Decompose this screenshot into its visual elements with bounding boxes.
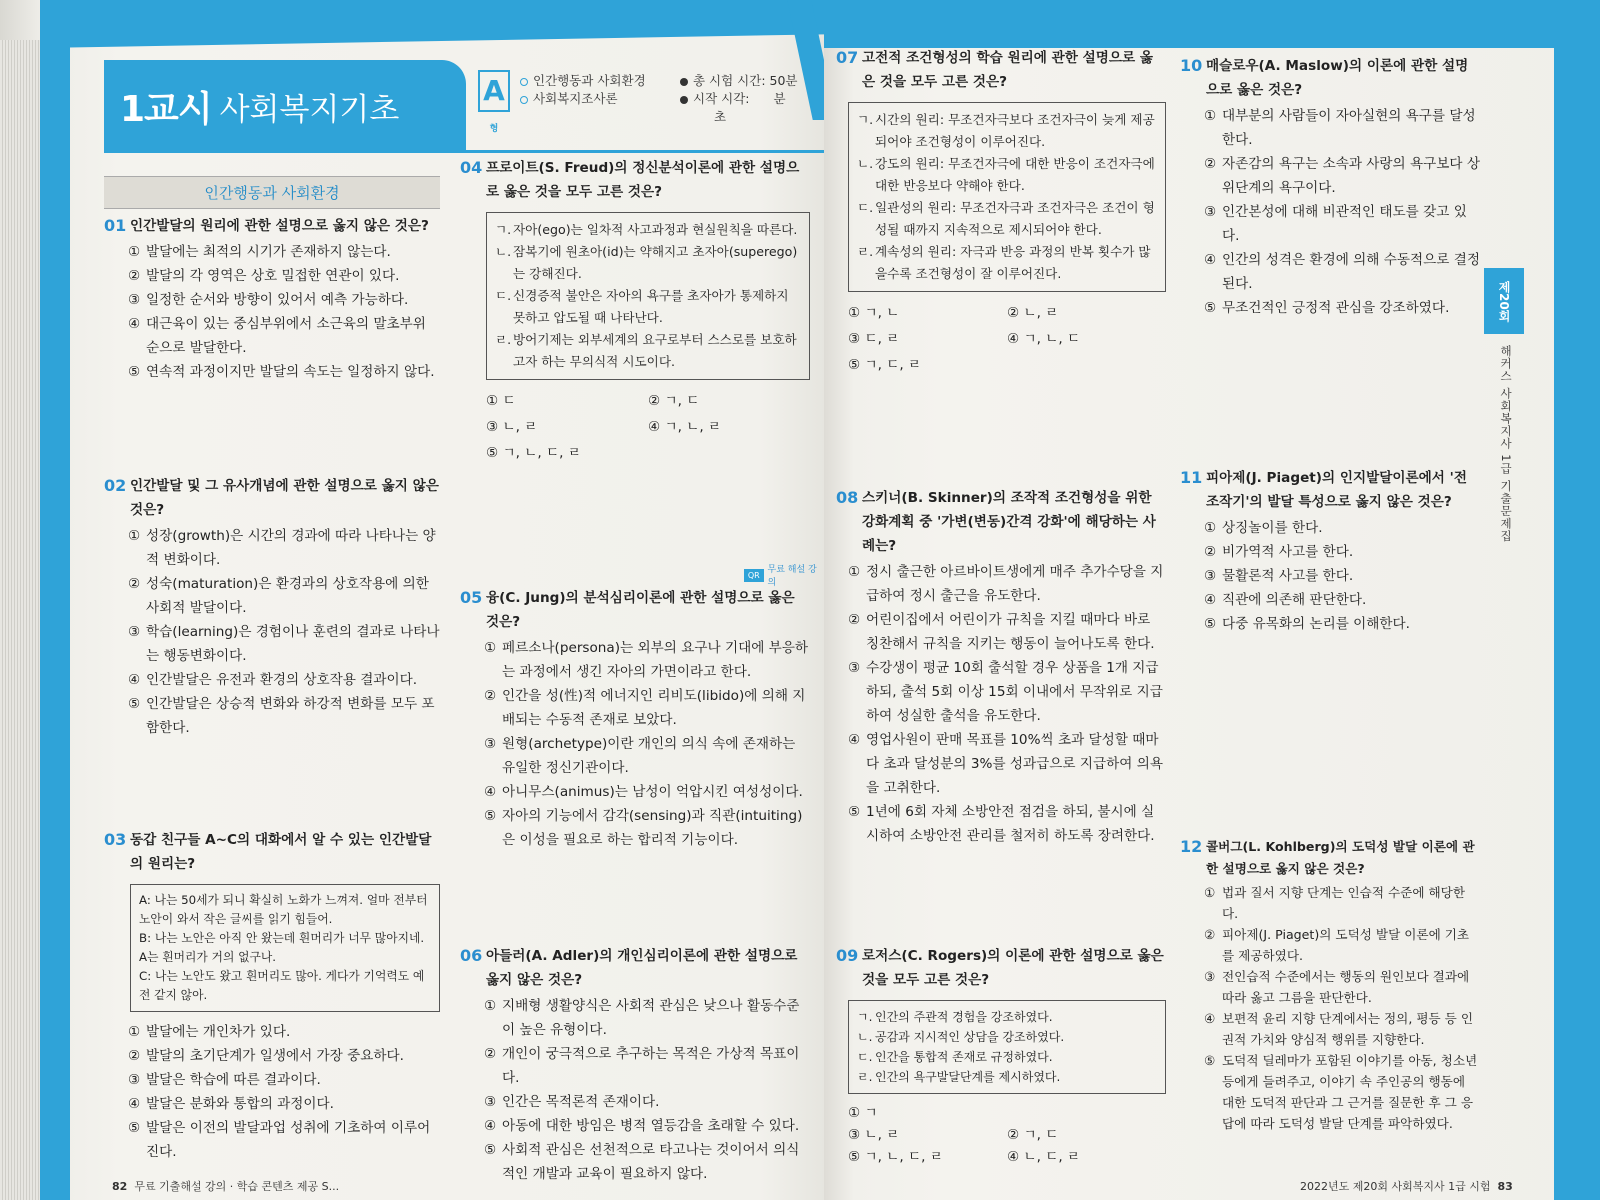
- question-number: 07: [836, 48, 859, 67]
- option-item: ③ 일정한 순서와 방향이 있어서 예측 가능하다.: [128, 292, 409, 308]
- choice-item: ⑤ ㄱ, ㄴ, ㄷ, ㄹ: [848, 1149, 943, 1165]
- choice-item: ② ㄴ, ㄹ: [1007, 305, 1059, 321]
- choice-item: ① ㄱ: [848, 1105, 878, 1121]
- bullet-icon: [680, 96, 688, 104]
- choice-grid: [848, 300, 1166, 378]
- statement-item: ㄴ. 강도의 원리: 무조건자극에 대한 반응이 조건자극에 대한 반응보다 약해야 한다.: [857, 156, 1155, 193]
- question-number: 05: [460, 588, 483, 607]
- option-item: ⑤ 인간발달은 상승적 변화와 하강적 변화를 모두 포함한다.: [128, 696, 435, 736]
- option-item: ① 성장(growth)은 시간의 경과에 따라 나타나는 양적 변화이다.: [128, 528, 436, 568]
- title-subject: 사회복지기초: [219, 91, 400, 128]
- left-cyan-band: [40, 40, 70, 1200]
- exam-type-suffix: 형: [489, 124, 499, 134]
- section-header: 인간행동과 사회환경: [104, 176, 440, 209]
- question-03: [104, 828, 440, 1164]
- option-item: ③ 전인습적 수준에서는 행동의 원인보다 결과에 따라 옳고 그름을 판단한다.: [1204, 969, 1470, 1005]
- statement-box: [848, 1000, 1166, 1094]
- statement-item: ㄱ. 인간의 주관적 경험을 강조하였다.: [857, 1010, 1053, 1024]
- page-title: [104, 60, 466, 152]
- question-text: 피아제(J. Piaget)의 인지발달이론에서 '전조작기'의 발달 특성으로 옳지 않은 것은?: [1206, 470, 1467, 510]
- question-number: 11: [1180, 468, 1203, 487]
- question-text: 매슬로우(A. Maslow)의 이론에 관한 설명으로 옳은 것은?: [1206, 58, 1469, 98]
- statement-item: ㄷ. 일관성의 원리: 무조건자극과 조건자극은 조건이 형성될 때까지 지속적으로 제시되어야 한다.: [857, 200, 1155, 237]
- question-05: [460, 586, 810, 852]
- round-tab: 제20회: [1484, 268, 1524, 334]
- option-item: ② 발달의 각 영역은 상호 밀접한 연관이 있다.: [128, 268, 400, 284]
- option-item: ② 발달의 초기단계가 일생에서 가장 중요하다.: [128, 1048, 404, 1064]
- question-number: 12: [1180, 837, 1203, 856]
- question-number: 08: [836, 488, 859, 507]
- option-item: ④ 직관에 의존해 판단한다.: [1204, 592, 1367, 608]
- statement-item: ㄱ. 자아(ego)는 일차적 사고과정과 현실원칙을 따른다.: [495, 222, 798, 237]
- choice-item: ⑤ ㄱ, ㄷ, ㄹ: [848, 357, 922, 373]
- question-04: [460, 156, 810, 466]
- option-list: [848, 560, 1166, 848]
- choice-grid: [848, 1102, 1166, 1168]
- question-11: [1180, 466, 1480, 636]
- question-text: 콜버그(L. Kohlberg)의 도덕성 발달 이론에 관한 설명으로 옳지 않은 것은?: [1206, 839, 1475, 876]
- choice-item: ③ ㄷ, ㄹ: [848, 331, 900, 347]
- statement-item: ㄱ. 시간의 원리: 무조건자극보다 조건자극이 늦게 제공되어야 조건형성이 이루어진다.: [857, 112, 1155, 149]
- question-09: [836, 944, 1166, 1168]
- option-item: ① 페르소나(persona)는 외부의 요구나 기대에 부응하는 과정에서 생긴 자아의 가면이라고 한다.: [484, 640, 809, 680]
- option-item: ② 성숙(maturation)은 환경과의 상호작용에 의한 사회적 발달이다.: [128, 576, 429, 616]
- question-text: 로저스(C. Rogers)의 이론에 관한 설명으로 옳은 것을 모두 고른 것은?: [862, 948, 1164, 988]
- choice-item: ① ㄷ: [486, 393, 516, 409]
- time-info: [680, 72, 824, 126]
- choice-item: ④ ㄱ, ㄴ, ㄹ: [648, 419, 722, 435]
- option-item: ② 자존감의 욕구는 소속과 사랑의 욕구보다 상위단계의 욕구이다.: [1204, 156, 1480, 196]
- option-list: [484, 994, 810, 1186]
- option-item: ③ 원형(archetype)이란 개인의 의식 속에 존재하는 유일한 정신기관이다.: [484, 736, 796, 776]
- choice-item: ⑤ ㄱ, ㄴ, ㄷ, ㄹ: [486, 445, 581, 461]
- option-list: [1204, 104, 1480, 320]
- qr-icon: QR: [744, 569, 764, 582]
- free-lecture-badge: QR 무료 해설 강의: [744, 562, 824, 588]
- option-item: ③ 수강생이 평균 10회 출석할 경우 상품을 1개 지급하되, 출석 5회 이상 15회 이내에서 무작위로 지급하여 성실한 출석을 유도한다.: [848, 660, 1163, 724]
- dialogue-line: A: 나는 50세가 되니 확실히 노화가 느껴져. 얼마 전부터 노안이 와서 작은 글씨를 읽기 힘들어.: [139, 893, 428, 926]
- option-item: ① 상징놀이를 한다.: [1204, 520, 1323, 536]
- option-item: ⑤ 도덕적 딜레마가 포함된 이야기를 아동, 청소년 등에게 들려주고, 이야기 속 주인공의 행동에 대한 도덕적 판단과 그 근거를 질문한 후 그 응답에 따라 도덕성 발달 단계를 파악하였다.: [1204, 1053, 1478, 1131]
- option-item: ① 법과 질서 지향 단계는 인습적 수준에 해당한다.: [1204, 885, 1465, 921]
- book-title-vertical: 해커스 사회복지사 1급 기출문제집: [1499, 345, 1513, 543]
- option-item: ⑤ 자아의 기능에서 감각(sensing)과 직관(intuiting)은 이성을 필요로 하는 합리적 기능이다.: [484, 808, 803, 848]
- question-number: 02: [104, 476, 127, 495]
- left-footer: 82 무료 기출해설 강의 · 학습 콘텐츠 제공 S...: [112, 1180, 340, 1193]
- option-item: ⑤ 발달은 이전의 발달과업 성취에 기초하여 이루어진다.: [128, 1120, 431, 1160]
- statement-item: ㄹ. 계속성의 원리: 자극과 반응 과정의 반복 횟수가 많을수록 조건형성이 잘 이루어진다.: [857, 244, 1151, 281]
- subject-item: 사회복지조사론: [520, 90, 646, 108]
- statement-item: ㄷ. 신경증적 불안은 자아의 욕구를 초자아가 통제하지 못하고 압도될 때 나타난다.: [495, 288, 789, 325]
- question-number: 06: [460, 946, 483, 965]
- option-item: ② 인간을 성(性)적 에너지인 리비도(libido)에 의해 지배되는 수동적 존재로 보았다.: [484, 688, 806, 728]
- option-item: ④ 발달은 분화와 통합의 과정이다.: [128, 1096, 334, 1112]
- question-10: [1180, 54, 1480, 320]
- choice-item: [1007, 1102, 1166, 1124]
- question-06: [460, 944, 810, 1186]
- choice-grid: [486, 388, 810, 466]
- option-list: [1204, 516, 1480, 636]
- top-cyan-band: [40, 0, 824, 48]
- option-list: [484, 636, 810, 852]
- circle-icon: [520, 96, 528, 104]
- question-text: 스키너(B. Skinner)의 조작적 조건형성을 위한 강화계획 중 '가변(변동)간격 강화'에 해당하는 사례는?: [862, 490, 1156, 554]
- question-text: 고전적 조건형성의 학습 원리에 관한 설명으로 옳은 것을 모두 고른 것은?: [862, 50, 1154, 90]
- option-item: ③ 인간본성에 대해 비관적인 태도를 갖고 있다.: [1204, 204, 1467, 244]
- choice-item: ③ ㄴ, ㄹ: [486, 419, 538, 435]
- question-number: 09: [836, 946, 859, 965]
- option-item: ④ 아동에 대한 방임은 병적 열등감을 초래할 수 있다.: [484, 1118, 800, 1134]
- option-item: ④ 아니무스(animus)는 남성이 억압시킨 여성성이다.: [484, 784, 803, 800]
- exam-type-badge: [478, 70, 510, 134]
- option-item: ① 발달에는 최적의 시기가 존재하지 않는다.: [128, 244, 391, 260]
- option-list: [128, 524, 440, 740]
- title-rule: [104, 150, 824, 153]
- option-item: ① 정시 출근한 아르바이트생에게 매주 추가수당을 지급하여 정시 출근을 유도한다.: [848, 564, 1164, 604]
- question-text: 아들러(A. Adler)의 개인심리이론에 관한 설명으로 옳지 않은 것은?: [486, 948, 798, 988]
- choice-item: ① ㄱ, ㄴ: [848, 305, 900, 321]
- statement-box: [486, 212, 810, 380]
- statement-item: ㄹ. 방어기제는 외부세계의 요구로부터 스스로를 보호하고자 하는 무의식적 시도이다.: [495, 332, 797, 369]
- question-07: [836, 46, 1166, 378]
- choice-item: ③ ㄴ, ㄹ: [848, 1127, 900, 1143]
- option-list: [128, 240, 440, 384]
- page-number: 83: [1497, 1180, 1513, 1193]
- option-item: ③ 발달은 학습에 따른 결과이다.: [128, 1072, 321, 1088]
- option-item: ④ 보편적 윤리 지향 단계에서는 정의, 평등 등 인권적 가치와 양심적 행위를 지향한다.: [1204, 1011, 1474, 1047]
- option-item: ② 개인이 궁극적으로 추구하는 목적은 가상적 목표이다.: [484, 1046, 800, 1086]
- option-item: ⑤ 연속적 과정이지만 발달의 속도는 일정하지 않다.: [128, 364, 435, 380]
- option-item: ① 발달에는 개인차가 있다.: [128, 1024, 291, 1040]
- choice-item: ④ ㄴ, ㄷ, ㄹ: [1007, 1149, 1081, 1165]
- option-item: ① 지배형 생활양식은 사회적 관심은 낮으나 활동수준이 높은 유형이다.: [484, 998, 800, 1038]
- dialogue-box: [130, 884, 440, 1012]
- question-text: 인간발달 및 그 유사개념에 관한 설명으로 옳지 않은 것은?: [130, 478, 439, 518]
- option-item: ④ 영업사원이 판매 목표를 10%씩 초과 달성할 때마다 초과 달성분의 3%를 성과급으로 지급하여 의욕을 고취한다.: [848, 732, 1163, 796]
- option-item: ⑤ 1년에 6회 자체 소방안전 점검을 하되, 불시에 실시하여 소방안전 관리를 철저히 하도록 장려한다.: [848, 804, 1155, 844]
- total-time: 총 시험 시간: 50분: [680, 72, 824, 90]
- option-item: ⑤ 다중 유목화의 논리를 이해한다.: [1204, 616, 1410, 632]
- option-item: ② 비가역적 사고를 한다.: [1204, 544, 1354, 560]
- question-01: [104, 214, 440, 384]
- question-02: [104, 474, 440, 740]
- option-list: [1204, 882, 1480, 1134]
- right-cyan-band: [1554, 0, 1600, 1200]
- option-list: [128, 1020, 440, 1164]
- start-time: 시작 시각: 분초: [680, 90, 824, 126]
- option-item: ⑤ 사회적 관심은 선천적으로 타고나는 것이어서 의식적인 개발과 교육이 필요하지 않다.: [484, 1142, 800, 1182]
- choice-item: ② ㄱ, ㄷ: [648, 393, 700, 409]
- question-number: 03: [104, 830, 127, 849]
- question-12: [1180, 836, 1480, 1134]
- right-page: [824, 0, 1600, 1200]
- option-item: ② 피아제(J. Piaget)의 도덕성 발달 이론에 기초를 제공하였다.: [1204, 927, 1470, 963]
- question-text: 융(C. Jung)의 분석심리이론에 관한 설명으로 옳은 것은?: [486, 590, 795, 630]
- statement-item: ㄹ. 인간의 욕구발달단계를 제시하였다.: [857, 1070, 1061, 1084]
- question-text: 동갑 친구들 A~C의 대화에서 알 수 있는 인간발달의 원리는?: [130, 832, 432, 872]
- option-item: ② 어린이집에서 어린이가 규칙을 지킬 때마다 바로 칭찬해서 규칙을 지키는 행동이 늘어나도록 한다.: [848, 612, 1155, 652]
- subject-list: [520, 72, 646, 108]
- option-item: ③ 물활론적 사고를 한다.: [1204, 568, 1354, 584]
- statement-box: [848, 102, 1166, 292]
- dialogue-line: C: 나는 노안도 왔고 흰머리도 많아. 게다가 기억력도 예전 같지 않아.: [139, 969, 425, 1002]
- statement-item: ㄷ. 인간을 통합적 존재로 규정하였다.: [857, 1050, 1053, 1064]
- question-number: 01: [104, 216, 127, 235]
- option-item: ④ 인간발달은 유전과 환경의 상호작용 결과이다.: [128, 672, 418, 688]
- statement-item: ㄴ. 잠복기에 원초아(id)는 약해지고 초자아(superego)는 강해진다.: [495, 244, 798, 281]
- option-item: ⑤ 무조건적인 긍정적 관심을 강조하였다.: [1204, 300, 1450, 316]
- subject-item: 인간행동과 사회환경: [520, 72, 646, 90]
- question-text: 프로이트(S. Freud)의 정신분석이론에 관한 설명으로 옳은 것을 모두 고른 것은?: [486, 160, 800, 200]
- question-number: 10: [1180, 56, 1203, 75]
- bullet-icon: [680, 78, 688, 86]
- start-time-min: 분: [773, 91, 786, 106]
- option-item: ④ 대근육이 있는 중심부위에서 소근육의 말초부위 순으로 발달한다.: [128, 316, 426, 356]
- question-08: [836, 486, 1166, 848]
- option-item: ① 대부분의 사람들이 자아실현의 욕구를 달성한다.: [1204, 108, 1476, 148]
- option-item: ③ 인간은 목적론적 존재이다.: [484, 1094, 660, 1110]
- question-text: 인간발달의 원리에 관한 설명으로 옳지 않은 것은?: [130, 218, 429, 234]
- choice-item: ④ ㄱ, ㄴ, ㄷ: [1007, 331, 1081, 347]
- right-footer: 2022년도 제20회 사회복지사 1급 시험 83: [1300, 1180, 1513, 1193]
- start-time-sec: 초: [714, 109, 727, 124]
- title-session: 1교시: [120, 88, 212, 130]
- top-cyan-band: [824, 0, 1600, 48]
- choice-item: ② ㄱ, ㄷ: [1007, 1127, 1059, 1143]
- option-item: ③ 학습(learning)은 경험이나 훈련의 결과로 나타나는 행동변화이다.: [128, 624, 440, 664]
- question-number: 04: [460, 158, 483, 177]
- option-item: ④ 인간의 성격은 환경에 의해 수동적으로 결정된다.: [1204, 252, 1480, 292]
- circle-icon: [520, 78, 528, 86]
- exam-type-letter: A: [483, 74, 505, 107]
- dialogue-line: B: 나는 노안은 아직 안 왔는데 흰머리가 너무 많아지네. A는 흰머리가 거의 없구나.: [139, 931, 425, 964]
- statement-item: ㄴ. 공감과 지시적인 상담을 강조하였다.: [857, 1030, 1065, 1044]
- page-stack-edge: [0, 40, 40, 1200]
- page-number: 82: [112, 1180, 128, 1193]
